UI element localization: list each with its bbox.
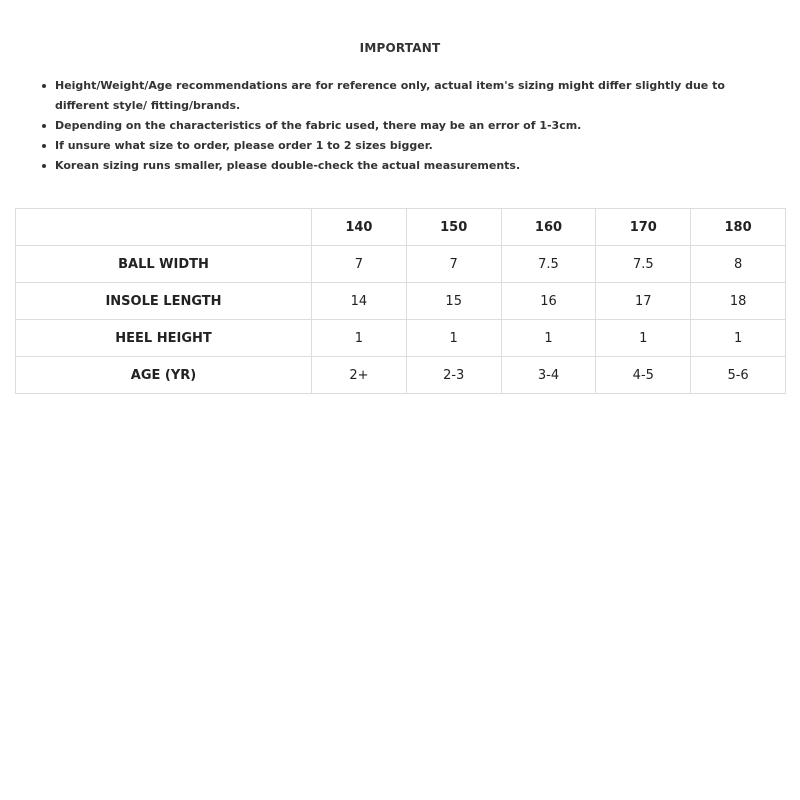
bullet-icon [42,164,46,168]
note-item [40,136,780,156]
note-item [40,156,780,176]
table-cell: 7 [312,246,407,283]
table-cell: 16 [501,283,596,320]
notes-list [40,76,780,176]
table-cell: 8 [691,246,786,283]
table-cell: 7.5 [501,246,596,283]
size-header: 140 [312,209,407,246]
note-text: Height/Weight/Age recommendations are for reference only, actual item's sizing might differ slightly due to different style/ fitting/brands. [55,79,725,112]
table-cell: 4-5 [596,357,691,394]
size-header: 170 [596,209,691,246]
size-header: 160 [501,209,596,246]
table-cell: 1 [501,320,596,357]
table-cell: 7.5 [596,246,691,283]
table-cell: 5-6 [691,357,786,394]
row-label: BALL WIDTH [16,246,312,283]
note-item [40,116,780,136]
page-title: IMPORTANT [359,41,441,55]
table-cell: 15 [406,283,501,320]
size-header: 150 [406,209,501,246]
table-row [16,357,786,394]
table-cell: 1 [596,320,691,357]
bullet-icon [42,84,46,88]
table-header-row [16,209,786,246]
bullet-icon [42,144,46,148]
bullet-icon [42,124,46,128]
table-row [16,320,786,357]
note-text: If unsure what size to order, please order 1 to 2 sizes bigger. [55,139,433,152]
table-cell: 2+ [312,357,407,394]
table-cell: 3-4 [501,357,596,394]
table-cell: 17 [596,283,691,320]
note-text: Depending on the characteristics of the fabric used, there may be an error of 1-3cm. [55,119,582,132]
table-corner-cell [16,209,312,246]
row-label: INSOLE LENGTH [16,283,312,320]
row-label: HEEL HEIGHT [16,320,312,357]
table-cell: 2-3 [406,357,501,394]
size-chart-table [15,208,786,394]
table-cell: 14 [312,283,407,320]
table-cell: 1 [406,320,501,357]
note-text: Korean sizing runs smaller, please double-check the actual measurements. [55,159,521,172]
table-cell: 7 [406,246,501,283]
table-cell: 1 [312,320,407,357]
table-row [16,246,786,283]
note-item [40,76,780,116]
table-cell: 1 [691,320,786,357]
table-cell: 18 [691,283,786,320]
size-header: 180 [691,209,786,246]
row-label: AGE (YR) [16,357,312,394]
table-row [16,283,786,320]
